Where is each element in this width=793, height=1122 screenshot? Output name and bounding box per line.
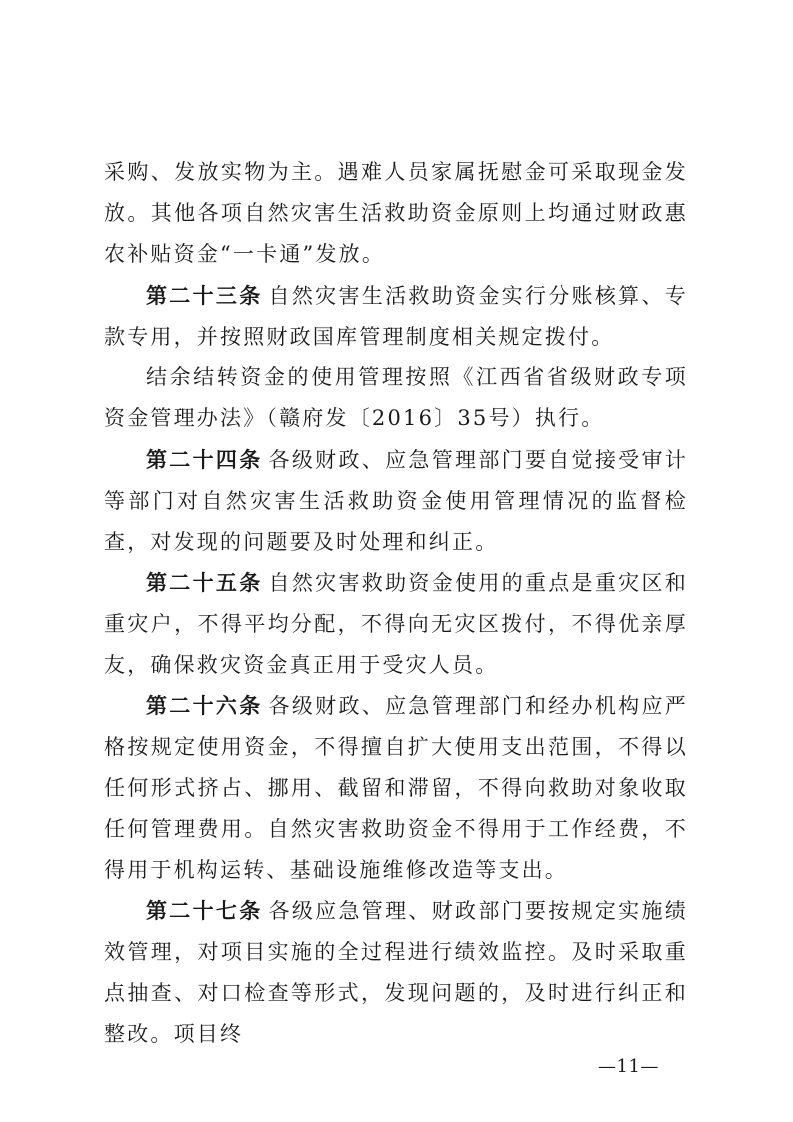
article-27 — [104, 890, 688, 1055]
paragraph-text: 结余结转资金的使用管理按照《江西省省级财政专项资金管理办法》（赣府发〔2016〕35号）执行。 — [104, 365, 688, 430]
article-heading: 第二十三条 — [146, 283, 263, 308]
paragraph-continuation — [104, 152, 688, 275]
article-text: 自然灾害救助资金使用的重点是重灾区和重灾户，不得平均分配，不得向无灾区拨付，不得优亲厚友，确保救灾资金真正用于受灾人员。 — [104, 571, 688, 677]
article-25 — [104, 562, 688, 686]
article-23 — [104, 275, 688, 358]
article-heading: 第二十六条 — [146, 693, 263, 718]
article-24 — [104, 439, 688, 563]
article-text: 各级财政、应急管理部门要自觉接受审计等部门对自然灾害生活救助资金使用管理情况的监督检查，对发现的问题要及时处理和纠正。 — [104, 448, 688, 554]
article-26 — [104, 685, 688, 891]
page-number: —11— — [598, 1056, 659, 1077]
paragraph-text: 采购、发放实物为主。遇难人员家属抚慰金可采取现金发放。其他各项自然灾害生活救助资金原则上均通过财政惠农补贴资金“一卡通”发放。 — [104, 160, 688, 266]
article-text: 各级应急管理、财政部门要按规定实施绩效管理，对项目实施的全过程进行绩效监控。及时采取重点抽查、对口检查等形式，发现问题的，及时进行纠正和整改。项目终 — [104, 899, 688, 1046]
article-text: 自然灾害生活救助资金实行分账核算、专款专用，并按照财政国库管理制度相关规定拨付。 — [104, 284, 688, 349]
article-heading: 第二十七条 — [146, 898, 263, 923]
article-heading: 第二十五条 — [146, 570, 263, 595]
article-heading: 第二十四条 — [146, 447, 263, 472]
article-text: 各级财政、应急管理部门和经办机构应严格按规定使用资金，不得擅自扩大使用支出范围，不得以任何形式挤占、挪用、截留和滞留，不得向救助对象收取任何管理费用。自然灾害救助资金不得用于工作经费，不得用于机构运转、基础设施维修改造等支出。 — [104, 694, 688, 882]
paragraph-balance-funds — [104, 357, 688, 439]
